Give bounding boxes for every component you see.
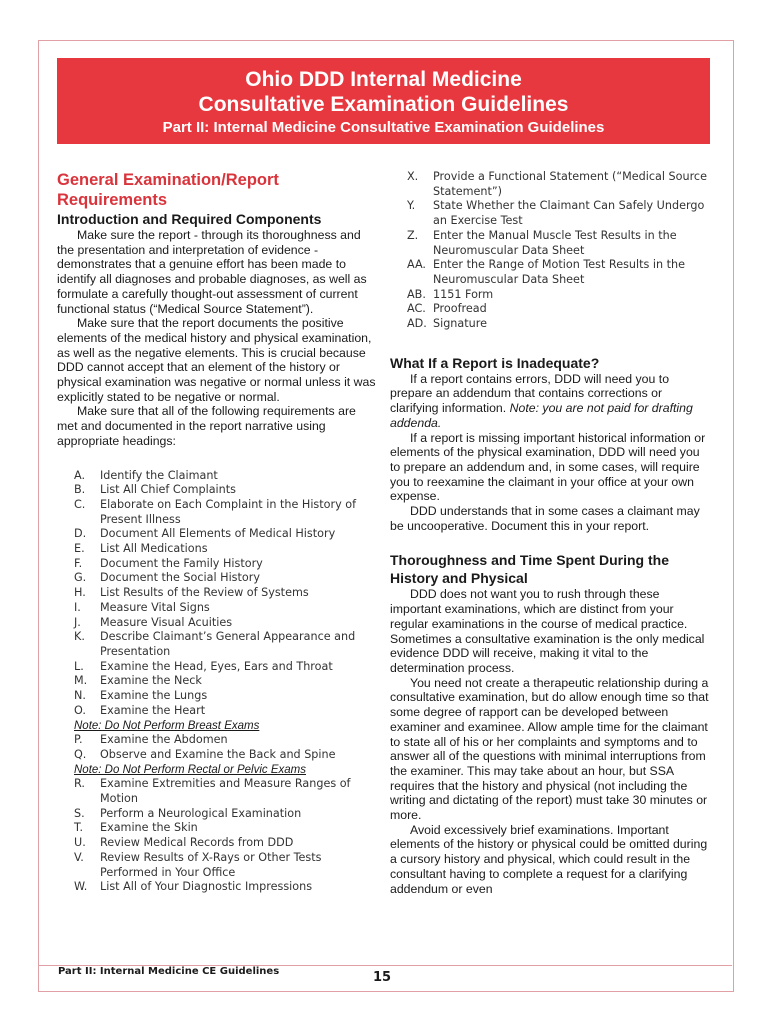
note-rectal-pelvic-exams: Note: Do Not Perform Rectal or Pelvic Exams (74, 763, 306, 776)
list-item-letter: W. (74, 880, 88, 894)
inadequate-text: If a report contains errors, DDD will need you to prepare an addendum that contains corrections or clarifying information. (390, 371, 670, 416)
list-item-text: Examine the Heart (100, 703, 206, 717)
footer-section-title: Part II: Internal Medicine CE Guidelines (58, 966, 280, 977)
list-item-letter: M. (74, 674, 88, 688)
list-item (57, 836, 377, 851)
list-item-text: List All Medications (100, 542, 208, 556)
list-item-text: List Results of the Review of Systems (100, 586, 309, 600)
list-item-text: Observe and Examine the Back and Spine (100, 747, 336, 761)
heading-thoroughness-line2: History and Physical (390, 570, 528, 587)
list-item (57, 821, 377, 836)
list-item-text: Describe Claimant’s General Appearance and Presentation (100, 630, 356, 658)
list-item (57, 542, 377, 557)
list-item-text: List All of Your Diagnostic Impressions (100, 880, 313, 894)
list-item-text: Examine Extremities and Measure Ranges of Motion (100, 777, 351, 806)
list-item (57, 660, 377, 675)
list-item (390, 288, 712, 303)
list-item-letter: D. (74, 527, 87, 541)
list-item-text: Document All Elements of Medical History (100, 527, 336, 541)
list-item-text: Provide a Functional Statement (“Medical Source Statement”) (433, 170, 707, 198)
list-item-text: List All Chief Complaints (100, 483, 236, 497)
list-item (57, 733, 377, 748)
list-item (390, 302, 712, 317)
list-item-letter: X. (407, 170, 419, 183)
list-item (390, 229, 712, 258)
list-item-letter: T. (74, 821, 84, 835)
list-item-text: Review Medical Records from DDD (100, 836, 294, 850)
list-item-text: 1151 Form (433, 287, 494, 301)
list-item-letter: AC. (407, 302, 426, 316)
list-item (57, 586, 377, 601)
intro-paragraph-2: Make sure that the report documents the positive elements of the medical history and physical examination, as well as the negative elements. This is crucial because DDD cannot accept that an element of the history or physical examination was negative or normal unless it was explicitly stated to be negative or normal. (57, 316, 376, 404)
list-item (57, 851, 377, 880)
list-item-text: Review Results of X-Rays or Other Tests Performed in Your Office (100, 850, 322, 879)
banner-title-line2: Consultative Examination Guidelines (198, 93, 569, 116)
note-breast-exams: Note: Do Not Perform Breast Exams (74, 719, 260, 732)
list-item (57, 777, 377, 806)
list-item-letter: R. (74, 777, 85, 791)
list-item-text: Identify the Claimant (100, 468, 218, 482)
list-item (57, 704, 377, 719)
list-item (57, 616, 377, 631)
list-item-letter: N. (74, 689, 86, 703)
list-item-text: Measure Vital Signs (100, 600, 210, 614)
intro-paragraph-3: Make sure that all of the following requirements are met and documented in the report narrative using appropriate headings: (57, 404, 356, 448)
requirements-list-4 (390, 170, 712, 332)
list-item-letter: AB. (407, 287, 426, 301)
list-item-text: Perform a Neurological Examination (100, 806, 302, 820)
section-heading-line2: Requirements (57, 191, 168, 209)
list-item (57, 469, 377, 484)
list-item-text: Examine the Head, Eyes, Ears and Throat (100, 659, 333, 673)
left-column (57, 170, 377, 895)
list-item-letter: C. (74, 497, 86, 511)
list-item-letter: B. (74, 483, 86, 497)
requirements-list-2 (57, 733, 377, 762)
list-item-text: Examine the Lungs (100, 689, 208, 703)
banner-title-line1: Ohio DDD Internal Medicine (245, 68, 522, 91)
list-item-letter: AD. (407, 317, 427, 331)
list-item (57, 674, 377, 689)
list-item-letter: L. (74, 659, 84, 673)
thoroughness-paragraph-1: DDD does not want you to rush through these important examinations, which are distinct from your regular examinations in the course of medical practice. Sometimes a consultative examination is the only medical evidence DDD will receive, making it vital to the determination process. (390, 587, 705, 675)
inadequate-note: Note: you are not paid for drafting addenda. (390, 401, 693, 430)
list-item-letter: V. (74, 850, 84, 864)
list-item (57, 748, 377, 763)
list-item (57, 571, 377, 586)
list-item-letter: I. (74, 600, 81, 614)
list-item-letter: F. (74, 556, 83, 570)
list-item (57, 630, 377, 659)
list-item-text: State Whether the Claimant Can Safely Undergo an Exercise Test (433, 199, 705, 228)
list-item (57, 601, 377, 616)
list-item-text: Enter the Manual Muscle Test Results in the Neuromuscular Data Sheet (433, 228, 677, 257)
page-number: 15 (373, 970, 392, 985)
list-item-letter: O. (74, 703, 86, 717)
list-item (390, 170, 712, 199)
list-item-text: Examine the Skin (100, 821, 198, 835)
list-item-letter: AA. (407, 258, 426, 272)
list-item-text: Proofread (433, 302, 487, 316)
list-item-letter: J. (74, 615, 81, 629)
list-item-letter: H. (74, 586, 86, 600)
list-item-text: Enter the Range of Motion Test Results in the Neuromuscular Data Sheet (433, 258, 685, 286)
requirements-list-1 (57, 469, 377, 719)
intro-paragraph-1: Make sure the report - through its thoroughness and the presentation and interpretation of evidence - demonstrates that a genuine effort has been made to identify all diagnoses and probable diagnoses, as well as formulate a carefully thought-out assessment of current functional status (“Medical Source Statement”). (57, 228, 367, 316)
section-heading-line1: General Examination/Report (57, 171, 279, 189)
list-item-text: Document the Family History (100, 556, 263, 570)
list-item-letter: G. (74, 571, 87, 585)
list-item-letter: P. (74, 733, 83, 747)
list-item (57, 557, 377, 572)
inadequate-paragraph-2: If a report is missing important historical information or elements of the physical examination, DDD will need you to prepare an addendum and, in some cases, will require you to reexamine the claimant in your office at your own expense. (390, 430, 706, 504)
list-item-letter: S. (74, 806, 85, 820)
list-item-text: Signature (433, 317, 487, 331)
list-item-text: Examine the Abdomen (100, 733, 228, 747)
list-item (390, 199, 712, 228)
list-item (57, 527, 377, 542)
right-column (390, 170, 712, 896)
thoroughness-paragraph-2: You need not create a therapeutic relationship during a consultative examination, but do allow enough time so that some degree of rapport can be developed between examiner and examinee. Allow ample time for the claimant to state all of his or her complaints and symptoms and to answer all of the questions with minimal interruptions from the examiner. This may take about an hour, but SSA requires that the history and physical (not including the writing and dictating of the report) must take 30 minutes or more. (390, 675, 709, 823)
list-item (57, 880, 377, 895)
list-item-letter: U. (74, 836, 86, 850)
list-item-letter: Z. (407, 228, 419, 242)
list-item-letter: A. (74, 468, 86, 482)
thoroughness-paragraph-3: Avoid excessively brief examinations. Important elements of the history or physical could be omitted during a cursory history and physical, which could result in the consultant having to complete a request for a clarifying addendum or even (390, 822, 708, 896)
list-item-text: Document the Social History (100, 571, 260, 585)
inadequate-paragraph-1 (390, 372, 712, 431)
list-item-text: Examine the Neck (100, 674, 202, 688)
list-item-letter: Q. (74, 747, 87, 761)
list-item (390, 317, 712, 332)
list-item-text: Measure Visual Acuities (100, 615, 233, 629)
list-item-letter: E. (74, 542, 85, 556)
list-item (57, 689, 377, 704)
banner-subtitle: Part II: Internal Medicine Consultative Examination Guidelines (162, 119, 605, 136)
heading-thoroughness-line1: Thoroughness and Time Spent During the (390, 552, 669, 569)
list-item (390, 258, 712, 287)
list-item-text: Elaborate on Each Complaint in the History of Present Illness (100, 497, 357, 526)
requirements-list-3 (57, 777, 377, 895)
heading-inadequate-report: What If a Report is Inadequate? (390, 354, 600, 371)
list-item (57, 807, 377, 822)
list-item (57, 483, 377, 498)
list-item (57, 498, 377, 527)
list-item-letter: Y. (407, 199, 416, 213)
inadequate-paragraph-3: DDD understands that in some cases a claimant may be uncooperative. Document this in your report. (390, 504, 700, 533)
subsection-heading: Introduction and Required Components (57, 211, 322, 227)
title-banner (57, 58, 710, 144)
list-item-letter: K. (74, 630, 85, 644)
